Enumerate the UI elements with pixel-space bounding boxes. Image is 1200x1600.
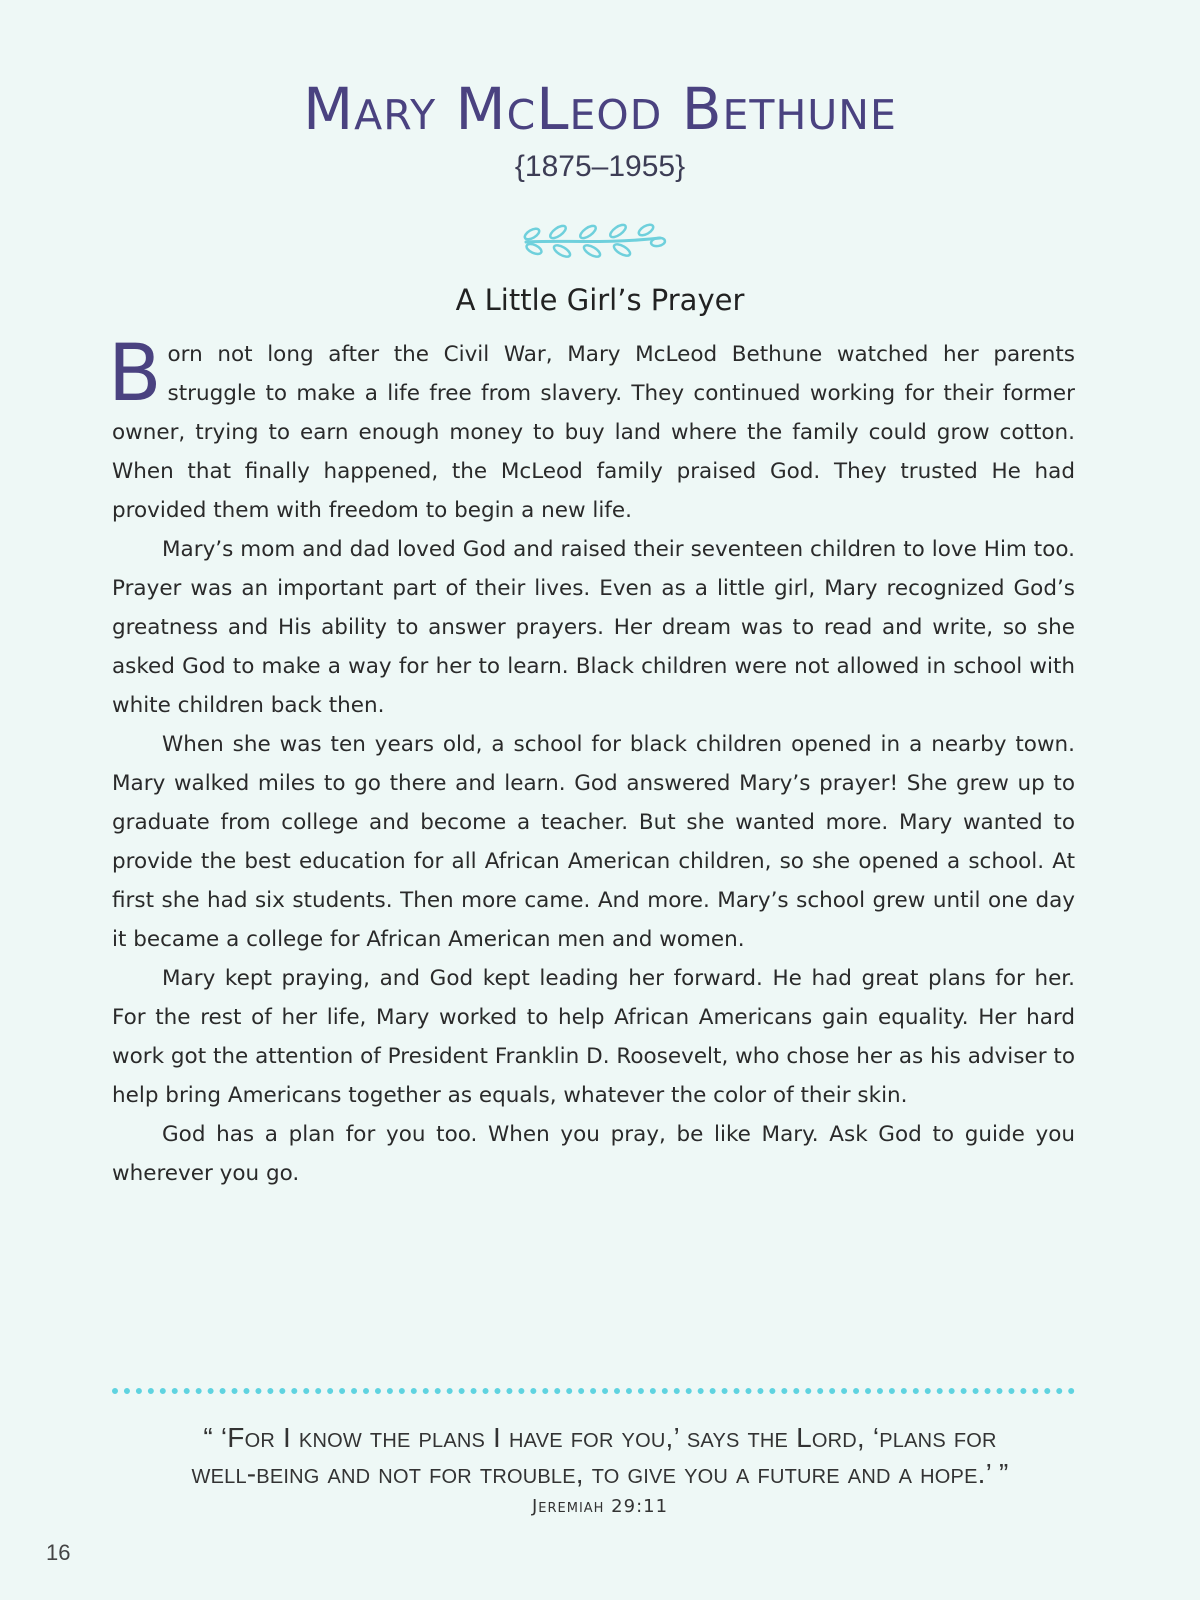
section-subtitle: A Little Girl’s Prayer [455,283,745,317]
bible-verse [0,1420,1200,1492]
paragraph-3: When she was ten years old, a school for black children opened in a nearby town. Mary walked miles to go there and learn. God answered Mary’s prayer! She grew up to graduate from college and become a teacher. But she wanted more. Mary wanted to provide the best education for all African American children, so she opened a school. At first she had six students. Then more came. And more. Mary’s school grew until one day it became a college for African American men and women. [112,732,1075,952]
page-number: 16 [46,1540,71,1565]
paragraph-1-text: orn not long after the Civil War, Mary McLeod Bethune watched her parents struggle to make a life free from slavery. They continued working for their former owner, trying to earn enough money to buy land where the family could grow cotton. When that finally happened, the McLeod family praised God. They trusted He had provided them with freedom to begin a new life. [112,342,1075,523]
page-title: Mary McLeod Bethune [303,75,897,143]
verse-citation: Jeremiah 29:11 [531,1496,669,1517]
story-body [108,329,1075,1193]
paragraph-4: Mary kept praying, and God kept leading her forward. He had great plans for her. For the rest of her life, Mary worked to help African Americans gain equality. Her hard work got the attention of President Franklin D. Roosevelt, who chose her as his adviser to help bring Americans together as equals, whatever the color of their skin. [112,966,1075,1108]
life-years: {1875–1955} [514,150,686,183]
verse-line-1: “ ‘For I know the plans I have for you,’ says the Lord, ‘plans for [203,1422,997,1453]
leaf-branch-icon [518,220,668,260]
drop-cap: B [108,329,162,419]
paragraph-2: Mary’s mom and dad loved God and raised their seventeen children to love Him too. Prayer was an important part of their lives. Even as a little girl, Mary recognized God’s greatness and His ability to answer prayers. Her dream was to read and write, so she asked God to make a way for her to learn. Black children were not allowed in school with white children back then. [112,537,1075,718]
dotted-divider [112,1388,1075,1394]
verse-line-2: well-being and not for trouble, to give you a future and a hope.’ ” [191,1458,1009,1489]
paragraph-1 [108,329,1075,530]
paragraph-5: God has a plan for you too. When you pray, be like Mary. Ask God to guide you wherever you go. [112,1122,1075,1186]
